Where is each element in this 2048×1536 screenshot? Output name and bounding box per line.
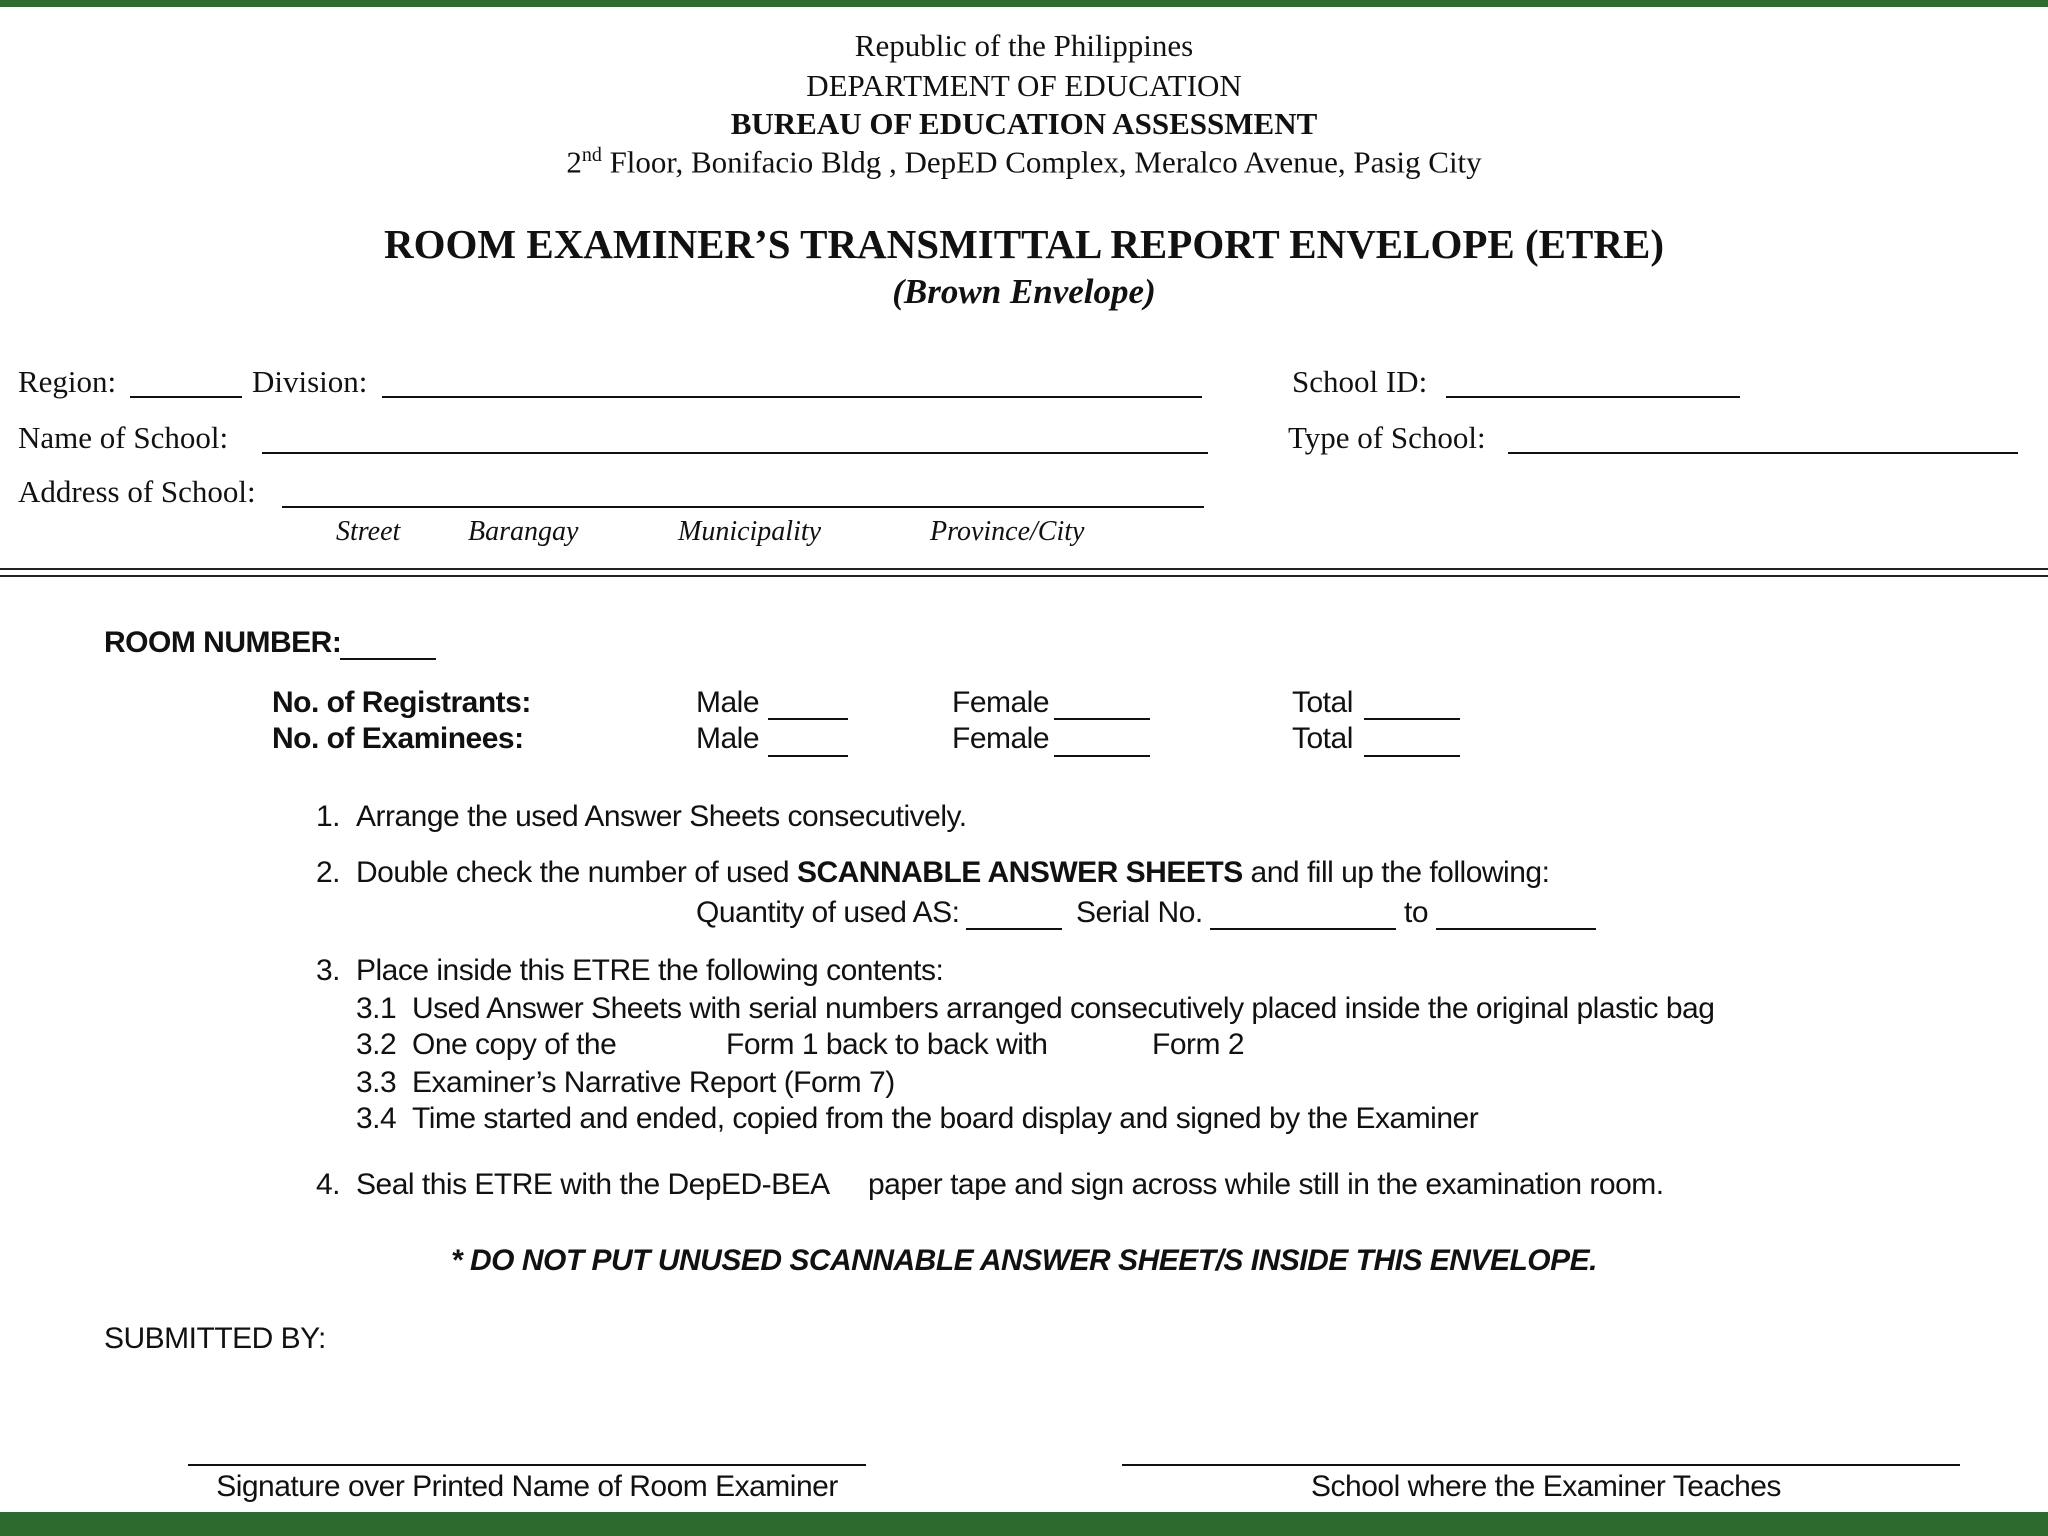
examiner-signature-caption: Signature over Printed Name of Room Examiner xyxy=(216,1470,838,1503)
serial-from-field[interactable] xyxy=(1210,928,1396,930)
examinees-female-label: Female xyxy=(952,722,1050,755)
content-3-4-text: Time started and ended, copied from the board display and signed by the Examiner xyxy=(412,1102,1479,1135)
examinees-female-field[interactable] xyxy=(1054,755,1150,757)
instruction-1-text: Arrange the used Answer Sheets consecutively. xyxy=(356,800,967,833)
instruction-4-text-b: paper tape and sign across while still in the examination room. xyxy=(868,1168,1664,1201)
header-republic: Republic of the Philippines xyxy=(854,28,1194,63)
registrants-male-label: Male xyxy=(696,686,760,719)
division-field[interactable] xyxy=(382,396,1202,398)
content-3-1-text: Used Answer Sheets with serial numbers arranged consecutively placed inside the original plastic bag xyxy=(412,992,1715,1025)
school-name-label: Name of School: xyxy=(18,420,229,455)
school-name-field[interactable] xyxy=(262,452,1208,454)
room-number-field[interactable] xyxy=(340,658,436,660)
top-frame-bar xyxy=(0,0,2048,7)
instruction-4-number: 4. xyxy=(316,1168,341,1201)
address-floor-number: 2 xyxy=(566,144,582,180)
submitted-by-label: SUBMITTED BY: xyxy=(104,1322,326,1355)
header-department: DEPARTMENT OF EDUCATION xyxy=(806,68,1242,103)
instruction-2-number: 2. xyxy=(316,856,341,889)
address-street-caption: Street xyxy=(336,516,401,547)
school-address-label: Address of School: xyxy=(18,474,256,509)
instruction-2-pre: Double check the number of used xyxy=(356,856,797,889)
address-barangay-caption: Barangay xyxy=(468,516,579,547)
school-address-field[interactable] xyxy=(282,506,1204,508)
bottom-frame-bar xyxy=(0,1512,2048,1536)
content-3-4-number: 3.4 xyxy=(356,1102,397,1135)
examiner-school-caption: School where the Examiner Teaches xyxy=(1311,1470,1781,1503)
school-type-field[interactable] xyxy=(1508,452,2018,454)
registrants-total-label: Total xyxy=(1292,686,1353,719)
school-id-label: School ID: xyxy=(1292,364,1428,399)
instruction-2-bold: SCANNABLE ANSWER SHEETS xyxy=(796,856,1243,889)
instruction-3-number: 3. xyxy=(316,954,341,987)
registrants-male-field[interactable] xyxy=(768,718,848,720)
page-title: ROOM EXAMINER’S TRANSMITTAL REPORT ENVELOPE (ETRE) xyxy=(384,221,1664,267)
content-3-2-form1: Form 1 back to back with xyxy=(726,1028,1048,1061)
serial-to-field[interactable] xyxy=(1436,928,1596,930)
instruction-3-text: Place inside this ETRE the following contents: xyxy=(356,954,944,987)
address-floor-suffix: nd xyxy=(581,144,602,166)
region-field[interactable] xyxy=(130,396,242,398)
serial-to-label: to xyxy=(1404,896,1429,929)
address-province-caption: Province/City xyxy=(930,516,1085,547)
address-rest: Floor, Bonifacio Bldg , DepED Complex, Meralco Avenue, Pasig City xyxy=(601,144,1482,180)
instruction-2-post: and fill up the following: xyxy=(1242,856,1550,889)
room-number-label: ROOM NUMBER: xyxy=(104,626,342,659)
content-3-2-form2: Form 2 xyxy=(1152,1028,1245,1061)
registrants-female-field[interactable] xyxy=(1054,718,1150,720)
examiner-school-line[interactable] xyxy=(1122,1464,1960,1466)
school-id-field[interactable] xyxy=(1446,396,1740,398)
school-type-label: Type of School: xyxy=(1288,420,1486,455)
content-3-2-text: One copy of the xyxy=(412,1028,617,1061)
page-subtitle: (Brown Envelope) xyxy=(892,272,1156,311)
header-bureau: BUREAU OF EDUCATION ASSESSMENT xyxy=(730,106,1318,141)
examinees-label: No. of Examinees: xyxy=(272,722,524,755)
content-3-1-number: 3.1 xyxy=(356,992,397,1025)
registrants-total-field[interactable] xyxy=(1364,718,1460,720)
content-3-3-number: 3.3 xyxy=(356,1066,397,1099)
division-label: Division: xyxy=(252,364,368,399)
section-divider-top xyxy=(0,568,2048,570)
examiner-signature-line[interactable] xyxy=(188,1464,866,1466)
examinees-total-label: Total xyxy=(1292,722,1353,755)
content-3-3-text: Examiner’s Narrative Report (Form 7) xyxy=(412,1066,895,1099)
quantity-used-label: Quantity of used AS: xyxy=(696,896,960,929)
section-divider-bottom xyxy=(0,575,2048,577)
instruction-1-number: 1. xyxy=(316,800,341,833)
content-3-2-number: 3.2 xyxy=(356,1028,397,1061)
examinees-male-field[interactable] xyxy=(768,755,848,757)
address-municipality-caption: Municipality xyxy=(678,516,822,547)
quantity-used-field[interactable] xyxy=(966,928,1062,930)
unused-sheets-warning: * DO NOT PUT UNUSED SCANNABLE ANSWER SHEET/S INSIDE THIS ENVELOPE. xyxy=(450,1244,1597,1277)
registrants-label: No. of Registrants: xyxy=(272,686,531,719)
registrants-female-label: Female xyxy=(952,686,1050,719)
serial-no-label: Serial No. xyxy=(1076,896,1203,929)
examinees-total-field[interactable] xyxy=(1364,755,1460,757)
region-label: Region: xyxy=(18,364,117,399)
header-address xyxy=(0,144,2048,180)
instruction-2-text xyxy=(356,856,1549,890)
examinees-male-label: Male xyxy=(696,722,760,755)
instruction-4-text-a: Seal this ETRE with the DepED-BEA xyxy=(356,1168,830,1201)
